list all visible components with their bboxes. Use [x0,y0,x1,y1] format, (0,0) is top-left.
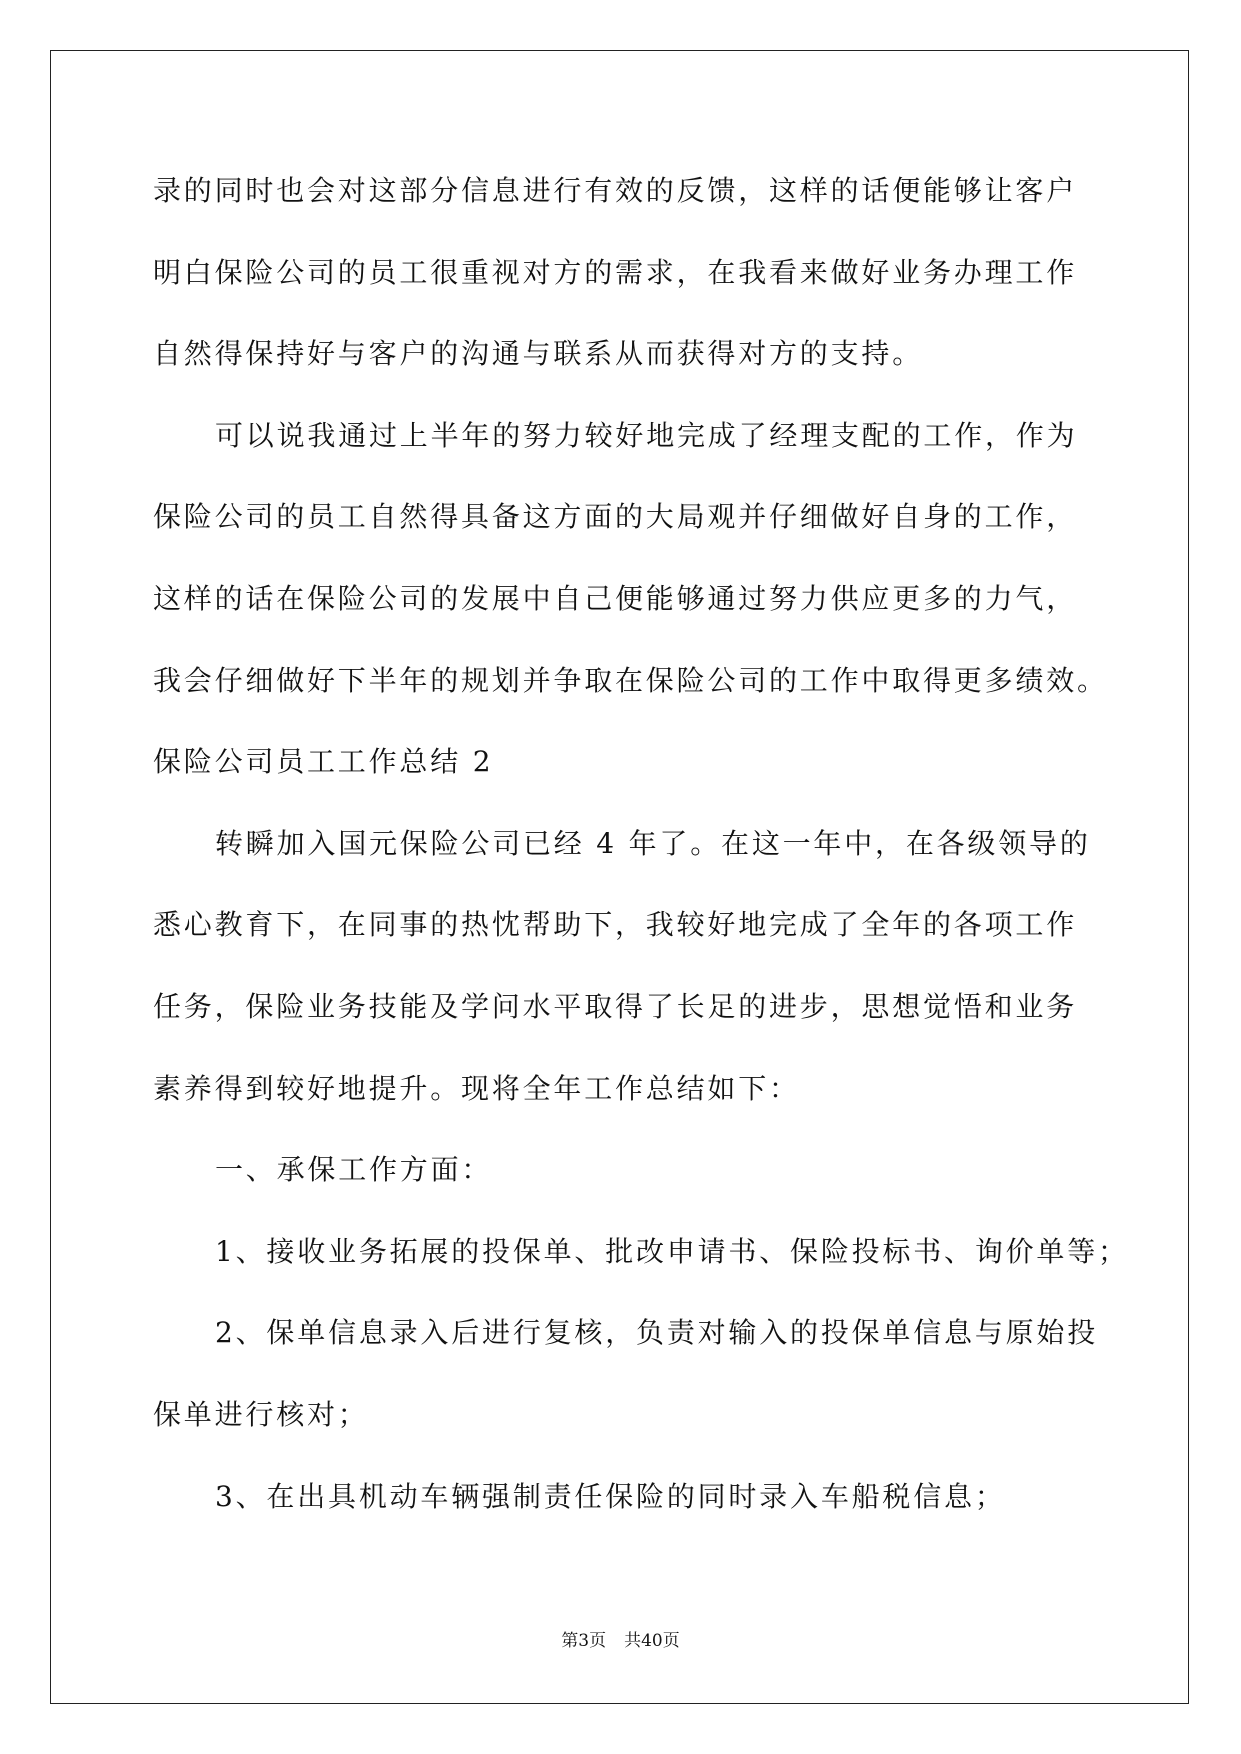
list-item: 3、在出具机动车辆强制责任保险的同时录入车船税信息； [215,1479,1006,1513]
paragraph-line: 明白保险公司的员工很重视对方的需求，在我看来做好业务办理工作 [153,255,1078,289]
paragraph-line: 任务，保险业务技能及学问水平取得了长足的进步，思想觉悟和业务 [153,989,1078,1023]
page-footer [0,1628,1241,1654]
paragraph-line: 自然得保持好与客户的沟通与联系从而获得对方的支持。 [153,337,924,371]
total-pages-label: 共40页 [624,1631,680,1651]
subsection-heading: 一、承保工作方面： [215,1153,493,1187]
paragraph-line: 录的同时也会对这部分信息进行有效的反馈，这样的话便能够让客户 [153,174,1078,207]
current-page-label: 第3页 [561,1631,607,1651]
list-item-continuation: 保单进行核对； [153,1397,369,1431]
paragraph-line: 素养得到较好地提升。现将全年工作总结如下： [153,1071,800,1105]
paragraph-line: 可以说我通过上半年的努力较好地完成了经理支配的工作，作为 [215,418,1078,452]
list-item: 2、保单信息录入后进行复核，负责对输入的投保单信息与原始投 [215,1316,1099,1350]
paragraph-line: 转瞬加入国元保险公司已经 4 年了。在这一年中，在各级领导的 [215,826,1091,860]
list-item: 1、接收业务拓展的投保单、批改申请书、保险投标书、询价单等； [215,1234,1129,1268]
section-title: 保险公司员工工作总结 2 [153,745,494,779]
paragraph-line: 悉心教育下，在同事的热忱帮助下，我较好地完成了全年的各项工作 [153,908,1078,942]
paragraph-line: 保险公司的员工自然得具备这方面的大局观并仔细做好自身的工作， [153,500,1078,534]
paragraph-line: 这样的话在保险公司的发展中自己便能够通过努力供应更多的力气， [153,581,1078,615]
document-body [153,150,1183,1537]
paragraph-line: 我会仔细做好下半年的规划并争取在保险公司的工作中取得更多绩效。 [153,663,1108,697]
